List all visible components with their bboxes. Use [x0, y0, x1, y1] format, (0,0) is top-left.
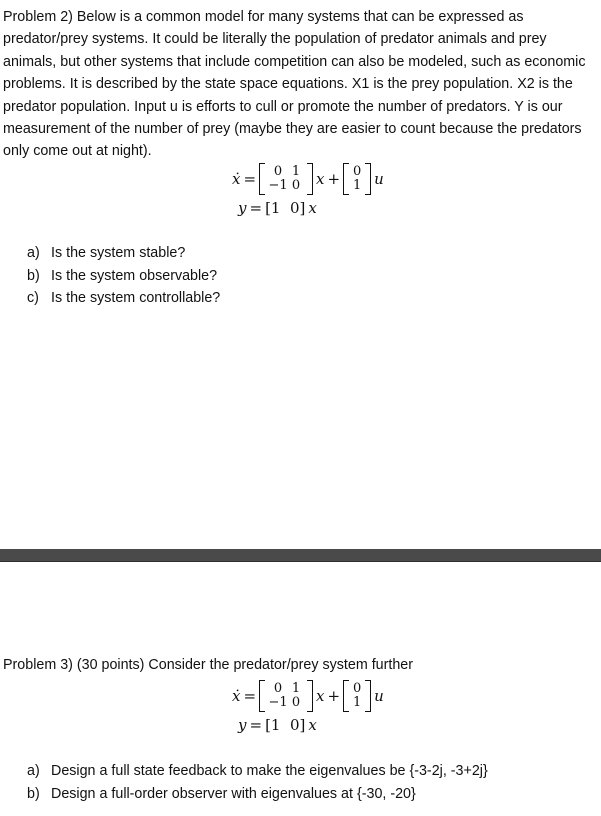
problem3-state-equation — [232, 680, 384, 712]
question-label: c) — [27, 290, 39, 307]
question-text: Is the system stable? — [51, 245, 186, 261]
plus-sign: + — [327, 170, 341, 188]
question-item — [27, 760, 488, 783]
question-text: Is the system observable? — [51, 267, 218, 284]
state-x: x — [308, 199, 317, 217]
equals-sign: = — [249, 199, 263, 217]
state-x: x — [316, 170, 325, 188]
question-text: Is the system controllable? — [51, 290, 221, 307]
matrix-bracket-left — [259, 163, 265, 195]
matrix-a-entry: −1 — [268, 178, 288, 193]
matrix-a — [268, 682, 304, 710]
xdot-symbol: ẋ — [232, 170, 241, 188]
matrix-b-entry: 1 — [352, 695, 362, 710]
matrix-bracket-left — [259, 680, 265, 712]
matrix-bracket-right — [307, 680, 313, 712]
page-divider — [0, 549, 601, 562]
matrix-a-entry: 1 — [291, 164, 301, 179]
plus-sign: + — [327, 687, 341, 705]
matrix-b — [352, 165, 362, 193]
xdot-symbol: ẋ — [232, 687, 241, 705]
matrix-bracket-right — [307, 163, 313, 195]
problem3-questions — [27, 760, 488, 805]
question-label: b) — [27, 785, 40, 802]
problem2-paragraph — [3, 6, 601, 163]
matrix-b-entry: 1 — [352, 178, 362, 193]
problem2-line: predator population. Input u is efforts to cull or promote the number of predators. Y is our — [3, 98, 563, 115]
matrix-bracket-right — [365, 163, 371, 195]
problem2-line: animals, but other systems that include competition can also be modeled, such as economic — [3, 53, 586, 70]
matrix-a-entry: 0 — [273, 164, 283, 179]
matrix-a-entry: 1 — [291, 681, 301, 696]
problem2-line: predator/prey systems. It could be literally the population of predator animals and prey — [3, 31, 547, 48]
question-item — [27, 242, 220, 265]
equals-sign: = — [249, 716, 263, 734]
output-y: y — [238, 716, 247, 734]
equals-sign: = — [243, 687, 257, 705]
matrix-a-entry: 0 — [291, 695, 301, 710]
question-label: a) — [27, 763, 40, 779]
problem2-line: problems. It is described by the state space equations. X1 is the prey population. X2 is the — [3, 76, 573, 93]
problem2-line: Problem 2) Below is a common model for many systems that can be expressed as — [3, 9, 524, 25]
equals-sign: = — [243, 170, 257, 188]
matrix-bracket-right — [365, 680, 371, 712]
output-y: y — [238, 199, 247, 217]
matrix-a-entry: −1 — [268, 695, 288, 710]
problem2-line: measurement of the number of prey (maybe they are easier to count because the predators — [3, 121, 582, 138]
question-item — [27, 265, 220, 288]
problem3-title: Problem 3) (30 points) Consider the predator/prey system further — [3, 657, 414, 673]
question-text: Design a full state feedback to make the eigenvalues be {-3-2j, -3+2j} — [51, 763, 488, 779]
question-label: b) — [27, 267, 40, 284]
matrix-a-entry: 0 — [291, 178, 301, 193]
matrix-b — [352, 682, 362, 710]
matrix-c: [1 0] — [265, 716, 306, 734]
matrix-a-entry: 0 — [273, 681, 283, 696]
matrix-bracket-left — [343, 163, 349, 195]
state-x: x — [316, 687, 325, 705]
problem2-output-equation — [238, 199, 317, 217]
problem2-questions — [27, 242, 220, 310]
problem2-line: only come out at night). — [3, 143, 152, 160]
matrix-b-entry: 0 — [352, 164, 362, 179]
state-x: x — [308, 716, 317, 734]
matrix-a — [268, 165, 304, 193]
matrix-bracket-left — [343, 680, 349, 712]
problem3-output-equation — [238, 716, 317, 734]
question-item — [27, 783, 488, 806]
problem2-state-equation — [232, 163, 384, 195]
matrix-b-entry: 0 — [352, 681, 362, 696]
input-u: u — [374, 170, 384, 188]
input-u: u — [374, 687, 384, 705]
question-text: Design a full-order observer with eigenvalues at {-30, -20} — [51, 785, 416, 802]
question-label: a) — [27, 245, 40, 261]
matrix-c: [1 0] — [265, 199, 306, 217]
question-item — [27, 287, 220, 310]
